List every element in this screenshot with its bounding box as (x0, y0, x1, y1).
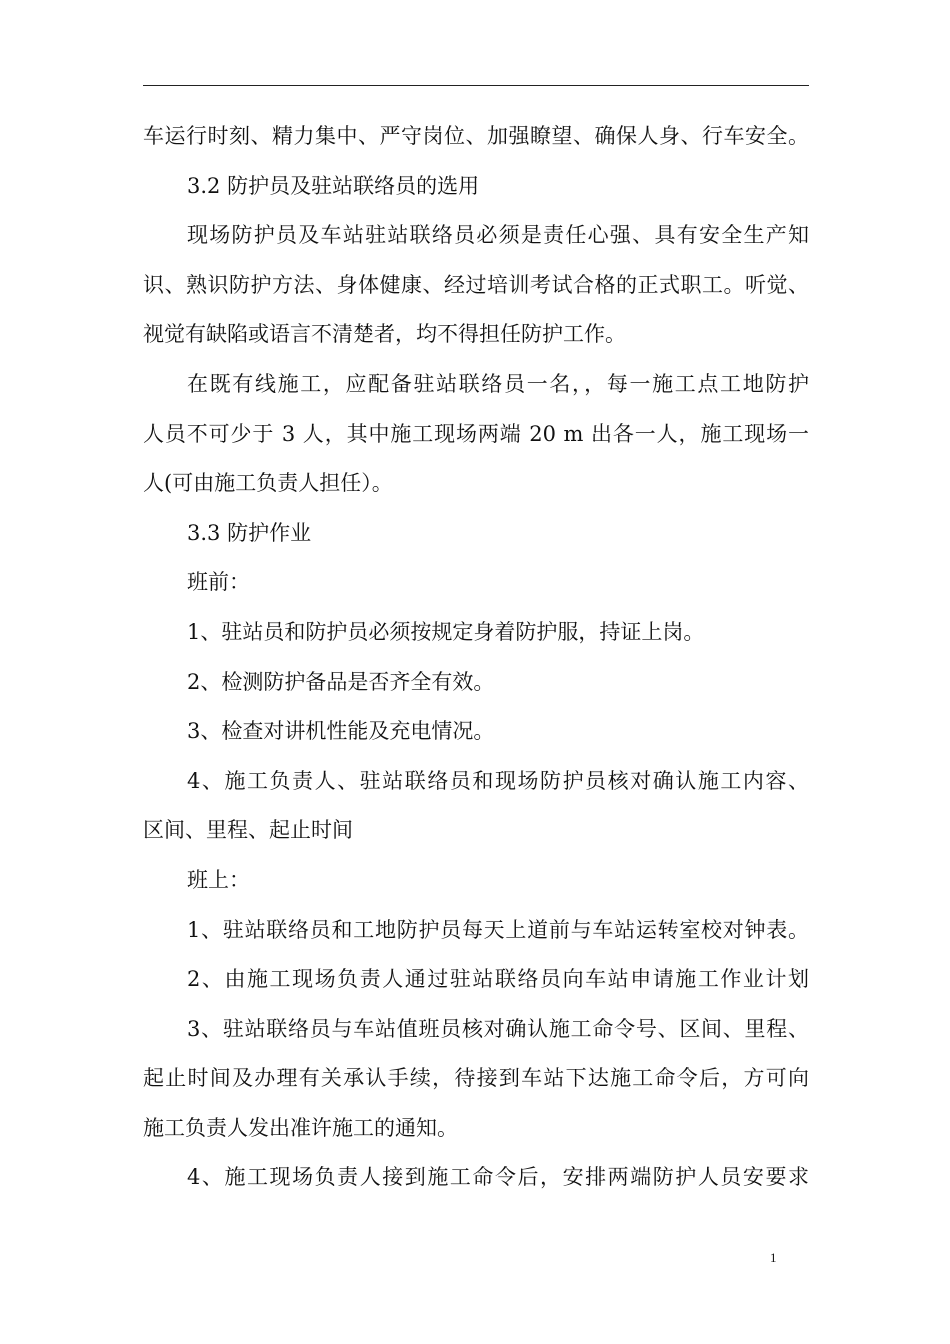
text-line: 区间、里程、起止时间 (143, 818, 353, 843)
text-line: 4、施工现场负责人接到施工命令后，安排两端防护人员安要求 (187, 1165, 809, 1190)
text-line: 识、熟识防护方法、身体健康、经过培训考试合格的正式职工。听觉、 (143, 272, 809, 297)
text-line: 3、检查对讲机性能及充电情况。 (187, 719, 495, 744)
text-line: 1、驻站员和防护员必须按规定身着防护服，持证上岗。 (187, 619, 705, 644)
text-line: 3.2 防护员及驻站联络员的选用 (187, 173, 480, 198)
text-line: 4、施工负责人、驻站联络员和现场防护员核对确认施工内容、 (187, 768, 809, 793)
text-line: 2、检测防护备品是否齐全有效。 (187, 669, 495, 694)
text-line: 现场防护员及车站驻站联络员必须是责任心强、具有安全生产知 (187, 223, 809, 248)
text-line: 人员不可少于 3 人，其中施工现场两端 20 m 出各一人，施工现场一 (143, 421, 809, 446)
text-line: 2、由施工现场负责人通过驻站联络员向车站申请施工作业计划 (187, 967, 809, 992)
text-line: 起止时间及办理有关承认手续，待接到车站下达施工命令后，方可向 (143, 1066, 809, 1091)
page-number: 1 (770, 1250, 777, 1265)
text-line: 3.3 防护作业 (187, 520, 312, 545)
text-line: 班前： (187, 570, 250, 595)
text-line: 1、驻站联络员和工地防护员每天上道前与车站运转室校对钟表。 (187, 917, 809, 942)
text-line: 在既有线施工，应配备驻站联络员一名，，每一施工点工地防护 (187, 371, 809, 396)
text-line: 视觉有缺陷或语言不清楚者，均不得担任防护工作。 (143, 322, 626, 347)
document-body (143, 112, 809, 1203)
header-rule (143, 85, 809, 86)
text-line: 车运行时刻、精力集中、严守岗位、加强瞭望、确保人身、行车安全。 (143, 124, 809, 148)
text-line: 3、驻站联络员与车站值班员核对确认施工命令号、区间、里程、 (187, 1016, 809, 1041)
text-line: 人(可由施工负责人担任）。 (143, 471, 393, 496)
text-line: 班上： (187, 867, 250, 892)
text-line: 施工负责人发出准许施工的通知。 (143, 1115, 458, 1140)
